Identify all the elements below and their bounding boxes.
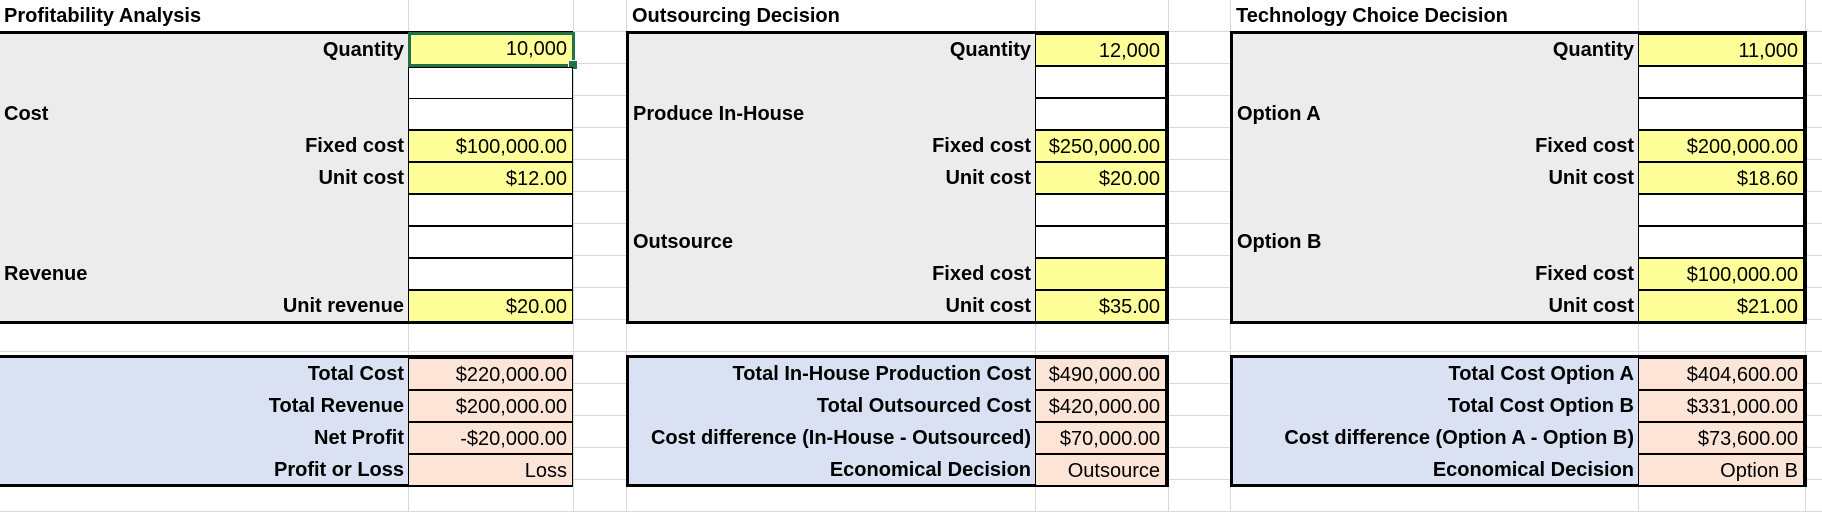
empty-cell[interactable] bbox=[408, 67, 573, 99]
profitability-fixed-cost-label: Fixed cost bbox=[305, 135, 404, 157]
technology-title: Technology Choice Decision bbox=[1236, 5, 1508, 27]
revenue-heading: Revenue bbox=[4, 263, 88, 285]
profitability-profit-or-loss-cell[interactable]: Loss bbox=[408, 454, 573, 486]
outsourcing-difference-cell[interactable]: $70,000.00 bbox=[1035, 422, 1166, 454]
empty-cell[interactable] bbox=[1638, 66, 1804, 98]
outsourcing-difference-label: Cost difference (In-House - Outsourced) bbox=[650, 427, 1031, 449]
inhouse-unit-cost-cell[interactable]: $20.00 bbox=[1035, 162, 1166, 194]
profitability-quantity-cell[interactable]: 10,000 bbox=[408, 32, 575, 67]
outsource-heading: Outsource bbox=[633, 231, 734, 253]
option-b-heading: Option B bbox=[1237, 231, 1322, 253]
total-outsourced-cost-label: Total Outsourced Cost bbox=[816, 395, 1031, 417]
profitability-unit-revenue-label: Unit revenue bbox=[282, 295, 404, 317]
profitability-total-revenue-cell[interactable]: $200,000.00 bbox=[408, 390, 573, 422]
empty-cell[interactable] bbox=[1638, 226, 1804, 258]
outsourcing-quantity-cell[interactable]: 12,000 bbox=[1035, 34, 1166, 66]
inhouse-fixed-cost-cell[interactable]: $250,000.00 bbox=[1035, 130, 1166, 162]
option-a-fixed-cost-cell[interactable]: $200,000.00 bbox=[1638, 130, 1804, 162]
technology-difference-cell[interactable]: $73,600.00 bbox=[1638, 422, 1804, 454]
total-outsourced-cost-cell[interactable]: $420,000.00 bbox=[1035, 390, 1166, 422]
option-b-fixed-cost-cell[interactable]: $100,000.00 bbox=[1638, 258, 1804, 290]
profitability-unit-cost-label: Unit cost bbox=[318, 167, 404, 189]
total-cost-option-b-cell[interactable]: $331,000.00 bbox=[1638, 390, 1804, 422]
profitability-net-profit-cell[interactable]: -$20,000.00 bbox=[408, 422, 573, 454]
outsourcing-decision-cell[interactable]: Outsource bbox=[1035, 454, 1166, 486]
profitability-fixed-cost-cell[interactable]: $100,000.00 bbox=[408, 130, 573, 162]
profitability-total-cost-cell[interactable]: $220,000.00 bbox=[408, 358, 573, 390]
empty-cell[interactable] bbox=[1035, 66, 1166, 98]
empty-cell[interactable] bbox=[1638, 194, 1804, 226]
option-a-unit-cost-cell[interactable]: $18.60 bbox=[1638, 162, 1804, 194]
profitability-unit-cost-cell[interactable]: $12.00 bbox=[408, 162, 573, 194]
inhouse-unit-cost-label: Unit cost bbox=[945, 167, 1031, 189]
empty-cell[interactable] bbox=[1035, 226, 1166, 258]
gridline bbox=[0, 351, 1822, 352]
empty-cell[interactable] bbox=[408, 226, 573, 258]
total-inhouse-cost-label: Total In-House Production Cost bbox=[732, 363, 1031, 385]
total-cost-option-b-label: Total Cost Option B bbox=[1447, 395, 1634, 417]
empty-cell[interactable] bbox=[408, 194, 573, 226]
outsourcing-decision-label: Economical Decision bbox=[829, 459, 1031, 481]
profitability-total-cost-label: Total Cost bbox=[307, 363, 404, 385]
outsourcing-title: Outsourcing Decision bbox=[632, 5, 840, 27]
empty-cell[interactable] bbox=[408, 258, 573, 290]
empty-cell[interactable] bbox=[1638, 98, 1804, 130]
outsource-fixed-cost-cell[interactable] bbox=[1035, 258, 1166, 290]
outsource-unit-cost-label: Unit cost bbox=[945, 295, 1031, 317]
option-b-unit-cost-cell[interactable]: $21.00 bbox=[1638, 290, 1804, 322]
cost-heading: Cost bbox=[4, 103, 49, 125]
option-b-fixed-cost-label: Fixed cost bbox=[1535, 263, 1634, 285]
inhouse-fixed-cost-label: Fixed cost bbox=[932, 135, 1031, 157]
technology-decision-cell[interactable]: Option B bbox=[1638, 454, 1804, 486]
option-a-heading: Option A bbox=[1237, 103, 1321, 125]
total-inhouse-cost-cell[interactable]: $490,000.00 bbox=[1035, 358, 1166, 390]
option-a-fixed-cost-label: Fixed cost bbox=[1535, 135, 1634, 157]
empty-cell[interactable] bbox=[1035, 194, 1166, 226]
profitability-unit-revenue-cell[interactable]: $20.00 bbox=[408, 290, 573, 322]
outsourcing-quantity-label: Quantity bbox=[949, 39, 1031, 61]
technology-difference-label: Cost difference (Option A - Option B) bbox=[1284, 427, 1634, 449]
technology-quantity-label: Quantity bbox=[1552, 39, 1634, 61]
inhouse-heading: Produce In-House bbox=[633, 103, 805, 125]
empty-cell[interactable] bbox=[1035, 98, 1166, 130]
outsource-fixed-cost-label: Fixed cost bbox=[932, 263, 1031, 285]
technology-quantity-cell[interactable]: 11,000 bbox=[1638, 34, 1804, 66]
technology-decision-label: Economical Decision bbox=[1432, 459, 1634, 481]
total-cost-option-a-cell[interactable]: $404,600.00 bbox=[1638, 358, 1804, 390]
total-cost-option-a-label: Total Cost Option A bbox=[1448, 363, 1634, 385]
option-a-unit-cost-label: Unit cost bbox=[1548, 167, 1634, 189]
profitability-quantity-label: Quantity bbox=[322, 39, 404, 61]
option-b-unit-cost-label: Unit cost bbox=[1548, 295, 1634, 317]
empty-cell[interactable] bbox=[408, 98, 573, 130]
profitability-net-profit-label: Net Profit bbox=[314, 427, 404, 449]
gridline bbox=[573, 0, 574, 512]
outsource-unit-cost-cell[interactable]: $35.00 bbox=[1035, 290, 1166, 322]
profitability-title: Profitability Analysis bbox=[4, 5, 202, 27]
profitability-total-revenue-label: Total Revenue bbox=[268, 395, 404, 417]
profitability-profit-or-loss-label: Profit or Loss bbox=[273, 459, 404, 481]
